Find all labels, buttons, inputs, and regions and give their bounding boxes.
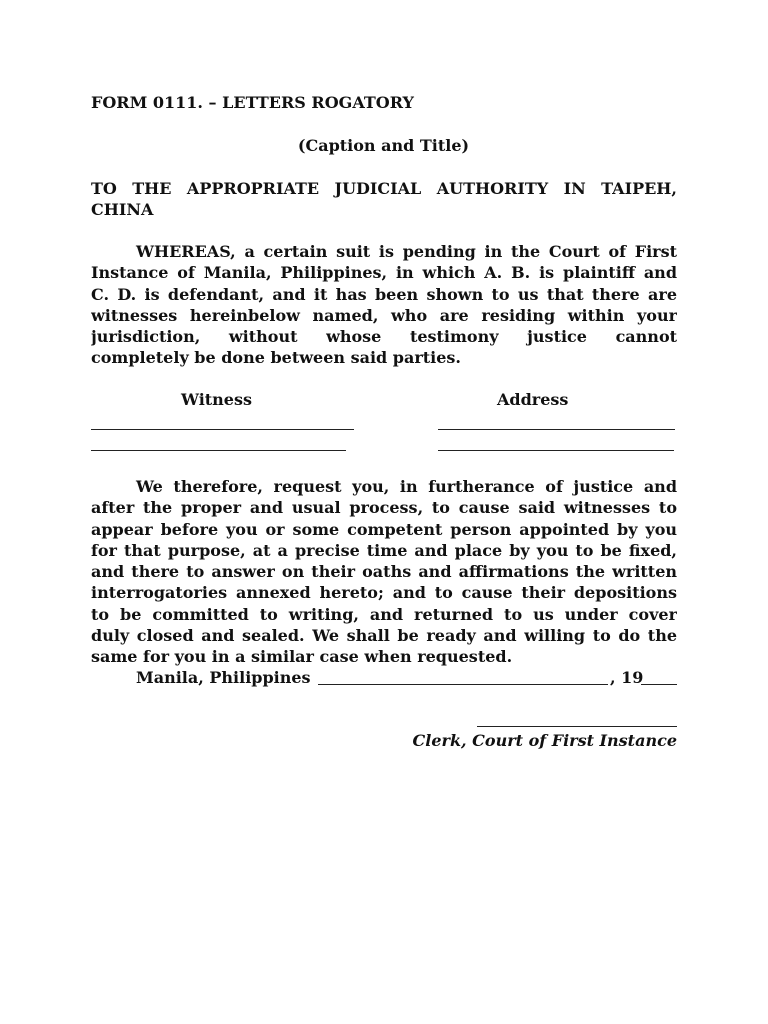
paragraph-line: Instance of Manila, Philippines, in which A. B. is plaintiff and xyxy=(91,263,677,283)
addressee-line: TO THE APPROPRIATE JUDICIAL AUTHORITY IN TAIPEH, CHINA xyxy=(91,179,677,220)
caption-line: (Caption and Title) xyxy=(297,136,470,155)
year-prefix: , 19 xyxy=(610,668,644,687)
paragraph-line: completely be done between said parties. xyxy=(91,348,461,368)
address-column-header: Address xyxy=(497,390,569,409)
address-blank-line[interactable] xyxy=(438,450,674,451)
witness-column-header: Witness xyxy=(181,390,252,409)
paragraph-line: appear before you or some competent person appointed by you xyxy=(91,519,677,539)
address-blank-line[interactable] xyxy=(438,429,675,430)
paragraph-line: after the proper and usual process, to cause said witnesses to xyxy=(91,498,677,518)
paragraph-line: We therefore, request you, in furtherance of justice and xyxy=(136,477,677,496)
paragraph-line: for that purpose, at a precise time and place by you to be fixed, xyxy=(91,540,677,560)
paragraph-line: duly closed and sealed. We shall be ready and willing to do the xyxy=(91,626,677,646)
paragraph-line: to be committed to writing, and returned to us under cover xyxy=(91,604,677,624)
signature-line[interactable] xyxy=(477,726,677,727)
paragraph-line: same for you in a similar case when requested. xyxy=(91,647,513,667)
paragraph-line: WHEREAS, a certain suit is pending in the Court of First xyxy=(136,242,677,261)
witness-blank-line[interactable] xyxy=(91,450,346,451)
paragraph-line: and there to answer on their oaths and affirmations the written xyxy=(91,562,677,582)
date-blank-line[interactable] xyxy=(318,684,608,685)
witness-blank-line[interactable] xyxy=(91,429,354,430)
paragraph-line: C. D. is defendant, and it has been shown to us that there are xyxy=(91,284,677,304)
paragraph-request xyxy=(91,476,677,668)
paragraph-line: interrogatories annexed hereto; and to cause their depositions xyxy=(91,583,677,603)
paragraph-whereas xyxy=(91,241,677,369)
place-label: Manila, Philippines xyxy=(136,668,311,687)
paragraph-line: jurisdiction, without whose testimony justice cannot xyxy=(91,327,677,347)
year-blank-line[interactable] xyxy=(641,684,677,685)
form-title: FORM 0111. – LETTERS ROGATORY xyxy=(91,93,414,112)
paragraph-line: witnesses hereinbelow named, who are residing within your xyxy=(91,305,677,325)
signatory-title: Clerk, Court of First Instance xyxy=(412,731,677,750)
